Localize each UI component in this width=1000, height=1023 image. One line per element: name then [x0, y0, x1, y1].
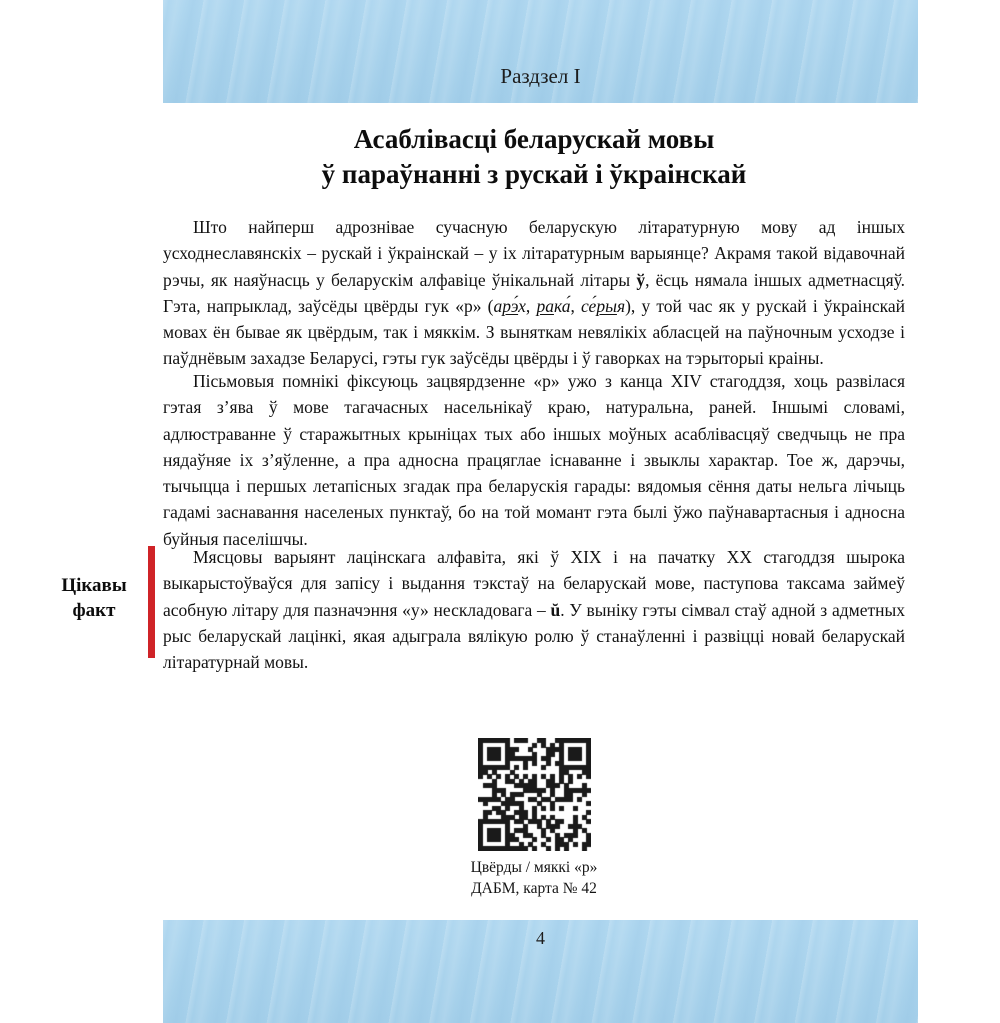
bold-letter-u-breve: ŭ — [550, 599, 561, 620]
paragraph-1-text: Што найперш адрознівае сучасную беларускую літаратурную мову ад іншых усходнеславянскіх – рускай і ўкраінскай – у іх літаратурным варыянце? Акрамя такой відавочнай рэчы, як наяўнасць у беларускім алфавіце ўнікальнай літары — [163, 217, 905, 290]
example-word-1: х — [518, 295, 526, 316]
paragraph-1-text: , ёсць нямала іншых адметнасцяў. Гэта, напрыклад, заўсёды цвёрды гук «р» ( — [163, 269, 906, 316]
bold-letter-u: ў — [636, 269, 646, 290]
qr-section — [163, 738, 905, 899]
paragraph-1 — [163, 214, 905, 372]
qr-caption-line1: Цвёрды / мяккі «р» — [470, 859, 598, 876]
fact-label-line2: факт — [72, 600, 116, 621]
qr-caption-line2: ДАБМ, карта № 42 — [471, 880, 597, 897]
example-word-1-underlined: рэ́ — [502, 295, 519, 316]
page-title-line2: ў параўнанні з рускай і ўкраінскай — [321, 159, 747, 189]
example-word-3: я — [616, 295, 626, 316]
page-title-line1: Асаблівасці беларускай мовы — [353, 124, 715, 154]
fact-paragraph-text: . У выніку гэты сімвал стаў адной з адметных рыс беларускай лацінкі, якая адыграла вялікую ролю ў станаўленні і развіцці новай беларускай літаратурнай мовы. — [163, 599, 905, 673]
example-word-2: ка́ — [553, 295, 571, 316]
fact-accent-bar — [148, 546, 155, 658]
fact-paragraph-text: Мясцовы варыянт лацінскага алфавіта, які ў XIX і на пачатку XX стагоддзя шырока выкарыстоўваўся для запісу і выдання тэкстаў на беларускай мове, паступова таксама займеў асобную літару для пазначэння «у» нескладовага – — [163, 547, 905, 620]
separator: , — [570, 295, 582, 316]
example-word-1: а — [493, 295, 503, 316]
fact-label-line1: Цікавы — [61, 575, 127, 596]
footer-band — [163, 920, 918, 1023]
fact-label — [48, 573, 140, 623]
paragraph-2: Пісьмовыя помнікі фіксуюць зацвярдзенне «р» ужо з канца XIV стагоддзя, хоць развілася гэтая з’ява ў мове тагачасных насельнікаў краю, натуральна, раней. Іншымі словамі, адлюстраванне ў старажытных крыніцах тых або іншых моўных асаблівасцяў сведчыць не пра нядаўняе іх з’яўленне, а пра адносна працяглае існаванне і звыклы характар. Тое ж, дарэчы, тычыцца і першых летапісных згадак пра беларускія гарады: вядомыя сёння даты нельга лічыць гадамі заснавання населеных пунктаў, бо на той момант гэта былі ўжо паўнавартасныя і адносна буйныя паселішчы. — [163, 371, 905, 549]
qr-code — [478, 738, 591, 851]
page-title — [163, 122, 905, 192]
header-band — [163, 0, 918, 103]
separator: , — [525, 295, 537, 316]
example-word-3: се́ — [581, 295, 597, 316]
example-word-2-underlined: ра — [536, 295, 554, 316]
example-word-3-underlined: ры — [596, 295, 617, 316]
fact-paragraph — [163, 544, 905, 675]
paragraph-1-text: ), у той час як у рускай і ўкраінскай мовах ён бывае як цвёрдым, так і мяккім. З выняткам невялікіх абласцей на паўночным усходзе і паўднёвым захадзе Беларусі, гэты гук заўсёды цвёрды і ў гаворках на тэрыторыі краіны. — [163, 295, 906, 369]
section-label: Раздзел I — [500, 64, 581, 88]
page-number: 4 — [536, 928, 545, 948]
